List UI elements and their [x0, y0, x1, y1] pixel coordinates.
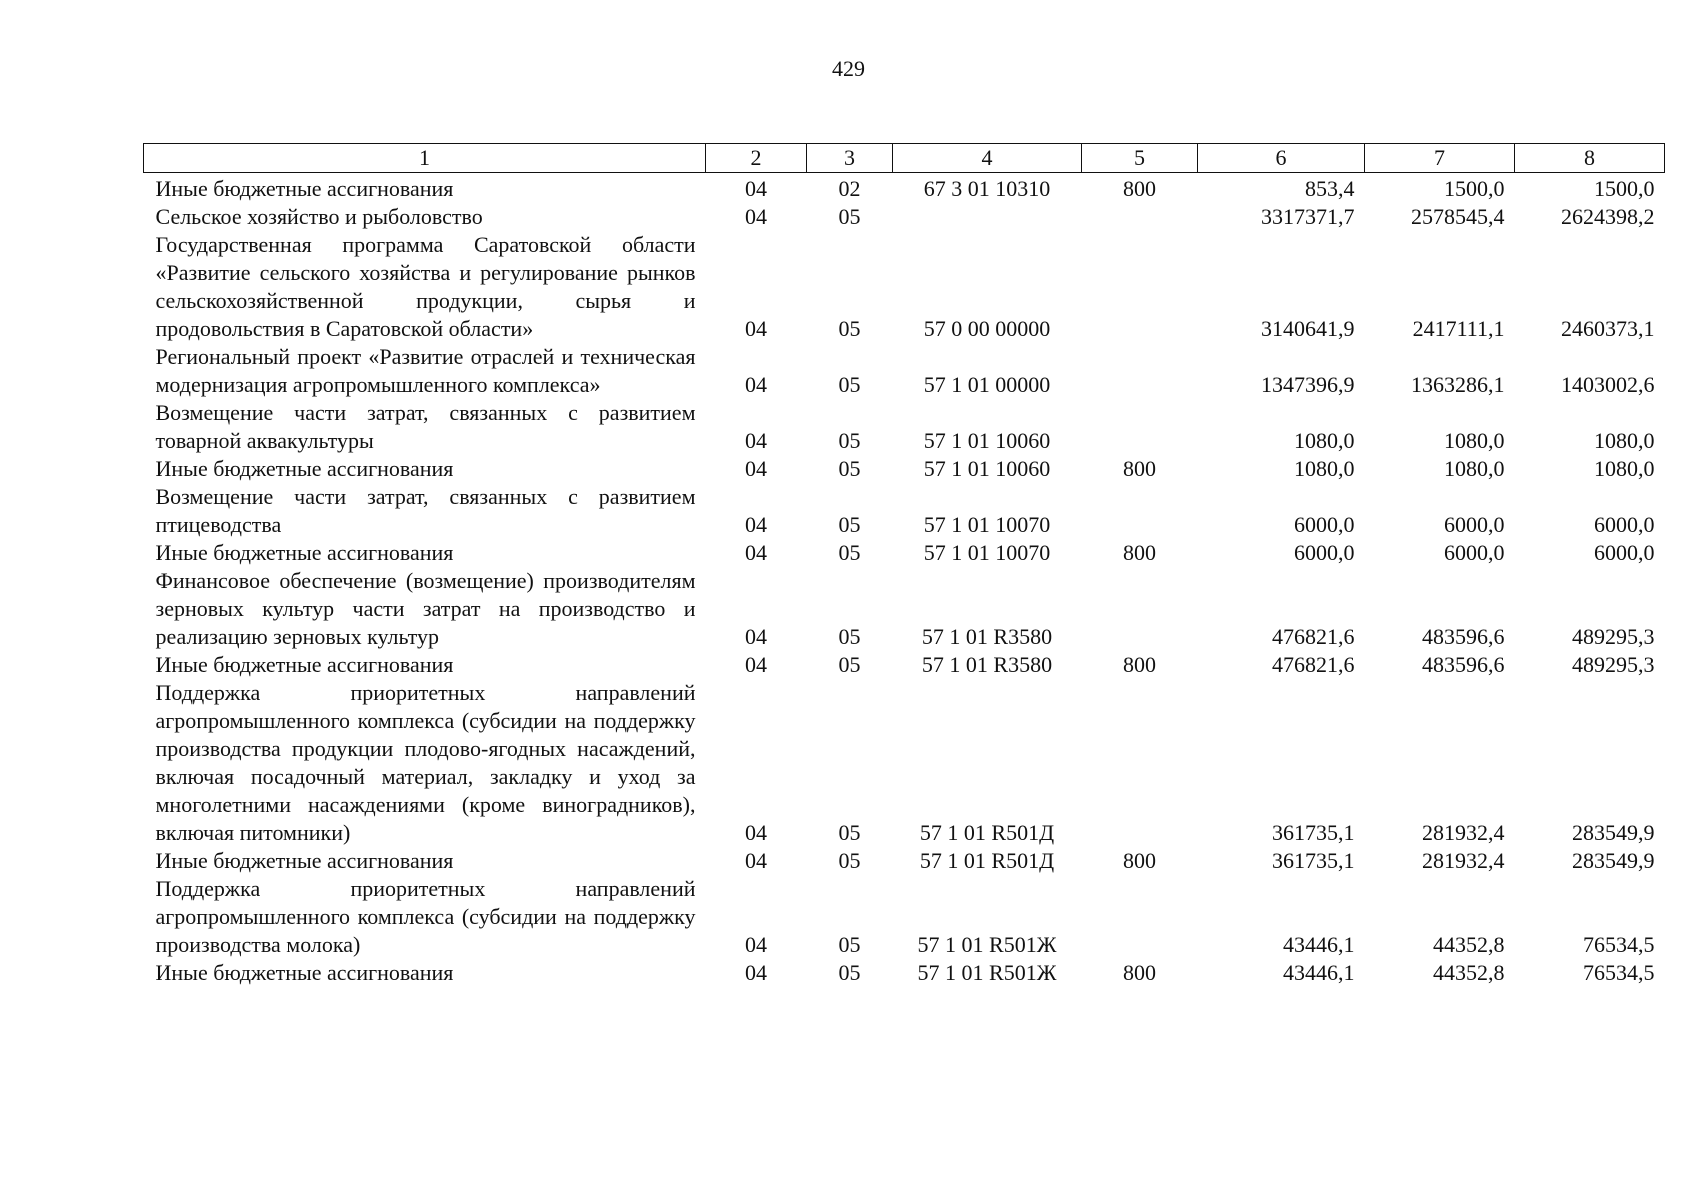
- table-row: [144, 651, 1665, 679]
- row-subsection: 05: [838, 960, 861, 985]
- row-name: Поддержка приоритетных направлений агропромышленного комплекса (субсидии на поддержку производства молока): [155, 876, 696, 957]
- row-target-article: 57 1 01 10070: [923, 540, 1051, 565]
- row-expense-type: 800: [1123, 540, 1156, 565]
- row-amount-year2: 1363286,1: [1411, 372, 1505, 397]
- row-name: Сельское хозяйство и рыболовство: [155, 204, 483, 229]
- row-amount-year1: 361735,1: [1272, 820, 1355, 845]
- row-name: Возмещение части затрат, связанных с развитием птицеводства: [155, 484, 696, 537]
- row-amount-year2: 2417111,1: [1412, 316, 1505, 341]
- row-amount-year2: 1080,0: [1444, 428, 1505, 453]
- row-expense-type: [1082, 875, 1198, 959]
- row-expense-type: 800: [1123, 176, 1156, 201]
- row-amount-year2: 483596,6: [1422, 624, 1505, 649]
- row-section: 04: [745, 456, 767, 481]
- row-amount-year2: 6000,0: [1444, 512, 1505, 537]
- row-section: 04: [745, 428, 767, 453]
- table-body: [144, 173, 1665, 988]
- row-target-article: [893, 203, 1082, 231]
- row-amount-year3: 2460373,1: [1561, 316, 1655, 341]
- row-amount-year1: 6000,0: [1294, 512, 1355, 537]
- header-row: [144, 144, 1665, 173]
- row-expense-type: 800: [1123, 848, 1156, 873]
- row-expense-type: 800: [1123, 960, 1156, 985]
- row-subsection: 05: [838, 848, 861, 873]
- header-col-4: 4: [893, 144, 1082, 173]
- table-row: [144, 959, 1665, 987]
- row-name: Возмещение части затрат, связанных с развитием товарной аквакультуры: [155, 400, 696, 453]
- row-amount-year1: 43446,1: [1283, 960, 1355, 985]
- row-amount-year3: 6000,0: [1594, 512, 1655, 537]
- table-row: [144, 679, 1665, 847]
- row-amount-year3: 489295,3: [1572, 624, 1655, 649]
- table-row: [144, 567, 1665, 651]
- table-header: [144, 144, 1665, 173]
- row-amount-year1: 6000,0: [1294, 540, 1355, 565]
- row-section: 04: [745, 624, 767, 649]
- table-row: [144, 483, 1665, 539]
- row-amount-year1: 1080,0: [1294, 456, 1355, 481]
- row-amount-year3: 6000,0: [1594, 540, 1655, 565]
- header-col-2: 2: [706, 144, 807, 173]
- row-expense-type: 800: [1123, 652, 1156, 677]
- row-name: Иные бюджетные ассигнования: [155, 540, 454, 565]
- row-target-article: 57 1 01 R501Ж: [917, 932, 1057, 957]
- table-row: [144, 399, 1665, 455]
- row-name: Иные бюджетные ассигнования: [155, 456, 454, 481]
- row-section: 04: [745, 820, 767, 845]
- row-amount-year1: 1080,0: [1294, 428, 1355, 453]
- row-amount-year1: 3317371,7: [1261, 204, 1355, 229]
- row-section: 04: [745, 932, 767, 957]
- header-col-1: 1: [144, 144, 706, 173]
- row-name: Иные бюджетные ассигнования: [155, 960, 454, 985]
- row-subsection: 05: [838, 820, 861, 845]
- row-target-article: 57 1 01 R501Д: [919, 820, 1055, 845]
- row-amount-year1: 43446,1: [1283, 932, 1355, 957]
- row-subsection: 02: [838, 176, 861, 201]
- row-amount-year1: 3140641,9: [1261, 316, 1355, 341]
- table-row: [144, 539, 1665, 567]
- header-col-6: 6: [1198, 144, 1365, 173]
- row-name: Региональный проект «Развитие отраслей и техническая модернизация агропромышленного комплекса»: [155, 344, 696, 397]
- row-amount-year2: 483596,6: [1422, 652, 1505, 677]
- row-target-article: 57 1 01 10060: [923, 456, 1051, 481]
- row-amount-year3: 1080,0: [1594, 428, 1655, 453]
- header-col-3: 3: [807, 144, 893, 173]
- row-expense-type: [1082, 231, 1198, 343]
- row-section: 04: [745, 540, 767, 565]
- row-section: 04: [745, 512, 767, 537]
- row-target-article: 67 3 01 10310: [923, 176, 1051, 201]
- row-subsection: 05: [838, 428, 861, 453]
- row-amount-year1: 476821,6: [1272, 652, 1355, 677]
- row-subsection: 05: [838, 932, 861, 957]
- row-amount-year3: 283549,9: [1572, 848, 1655, 873]
- row-name: Поддержка приоритетных направлений агропромышленного комплекса (субсидии на поддержку производства продукции плодово-ягодных насаждений, включая посадочный материал, закладку и уход за многолетними насаждениями (кроме виноградников), включая питомники): [155, 680, 696, 845]
- row-expense-type: 800: [1123, 456, 1156, 481]
- row-section: 04: [745, 176, 767, 201]
- row-amount-year3: 76534,5: [1583, 932, 1655, 957]
- page-number: 429: [832, 56, 865, 81]
- row-amount-year2: 6000,0: [1444, 540, 1505, 565]
- budget-table: [143, 143, 1665, 987]
- row-target-article: 57 1 01 R501Д: [919, 848, 1055, 873]
- row-amount-year2: 281932,4: [1422, 820, 1505, 845]
- row-subsection: 05: [838, 652, 861, 677]
- row-amount-year2: 44352,8: [1433, 960, 1505, 985]
- row-amount-year1: 1347396,9: [1261, 372, 1355, 397]
- row-target-article: 57 1 01 00000: [923, 372, 1051, 397]
- row-expense-type: [1082, 203, 1198, 231]
- row-target-article: 57 1 01 R3580: [921, 624, 1053, 649]
- row-expense-type: [1082, 679, 1198, 847]
- row-amount-year2: 281932,4: [1422, 848, 1505, 873]
- row-amount-year3: 283549,9: [1572, 820, 1655, 845]
- table-row: [144, 343, 1665, 399]
- row-amount-year2: 1500,0: [1444, 176, 1505, 201]
- table-row: [144, 455, 1665, 483]
- row-expense-type: [1082, 343, 1198, 399]
- row-subsection: 05: [838, 204, 861, 229]
- row-section: 04: [745, 848, 767, 873]
- header-col-8: 8: [1515, 144, 1665, 173]
- row-expense-type: [1082, 567, 1198, 651]
- row-amount-year2: 44352,8: [1433, 932, 1505, 957]
- table-row: [144, 203, 1665, 231]
- row-section: 04: [745, 960, 767, 985]
- row-target-article: 57 1 01 10070: [923, 512, 1051, 537]
- row-expense-type: [1082, 399, 1198, 455]
- row-subsection: 05: [838, 456, 861, 481]
- row-expense-type: [1082, 483, 1198, 539]
- row-target-article: 57 1 01 R3580: [921, 652, 1053, 677]
- row-section: 04: [745, 316, 767, 341]
- row-amount-year1: 853,4: [1305, 176, 1355, 201]
- row-subsection: 05: [838, 372, 861, 397]
- table-row: [144, 231, 1665, 343]
- header-col-5: 5: [1082, 144, 1198, 173]
- row-amount-year3: 1080,0: [1594, 456, 1655, 481]
- row-amount-year3: 76534,5: [1583, 960, 1655, 985]
- row-name: Финансовое обеспечение (возмещение) производителям зерновых культур части затрат на производство и реализацию зерновых культур: [155, 568, 696, 649]
- row-amount-year1: 361735,1: [1272, 848, 1355, 873]
- table-row: [144, 875, 1665, 959]
- row-section: 04: [745, 372, 767, 397]
- row-amount-year3: 1500,0: [1594, 176, 1655, 201]
- row-subsection: 05: [838, 512, 861, 537]
- row-target-article: 57 1 01 R501Ж: [917, 960, 1057, 985]
- row-amount-year3: 1403002,6: [1561, 372, 1655, 397]
- row-amount-year3: 489295,3: [1572, 652, 1655, 677]
- table-row: [144, 173, 1665, 204]
- row-section: 04: [745, 652, 767, 677]
- row-name: Иные бюджетные ассигнования: [155, 848, 454, 873]
- row-section: 04: [745, 204, 767, 229]
- row-amount-year2: 2578545,4: [1411, 204, 1505, 229]
- row-subsection: 05: [838, 316, 861, 341]
- row-name: Иные бюджетные ассигнования: [155, 176, 454, 201]
- row-subsection: 05: [838, 540, 861, 565]
- row-amount-year1: 476821,6: [1272, 624, 1355, 649]
- row-target-article: 57 0 00 00000: [923, 316, 1051, 341]
- row-amount-year3: 2624398,2: [1561, 204, 1655, 229]
- row-amount-year2: 1080,0: [1444, 456, 1505, 481]
- header-col-7: 7: [1365, 144, 1515, 173]
- row-subsection: 05: [838, 624, 861, 649]
- row-name: Государственная программа Саратовской области «Развитие сельского хозяйства и регулирование рынков сельскохозяйственной продукции, сырья и продовольствия в Саратовской области»: [155, 232, 696, 341]
- row-target-article: 57 1 01 10060: [923, 428, 1051, 453]
- table-row: [144, 847, 1665, 875]
- row-name: Иные бюджетные ассигнования: [155, 652, 454, 677]
